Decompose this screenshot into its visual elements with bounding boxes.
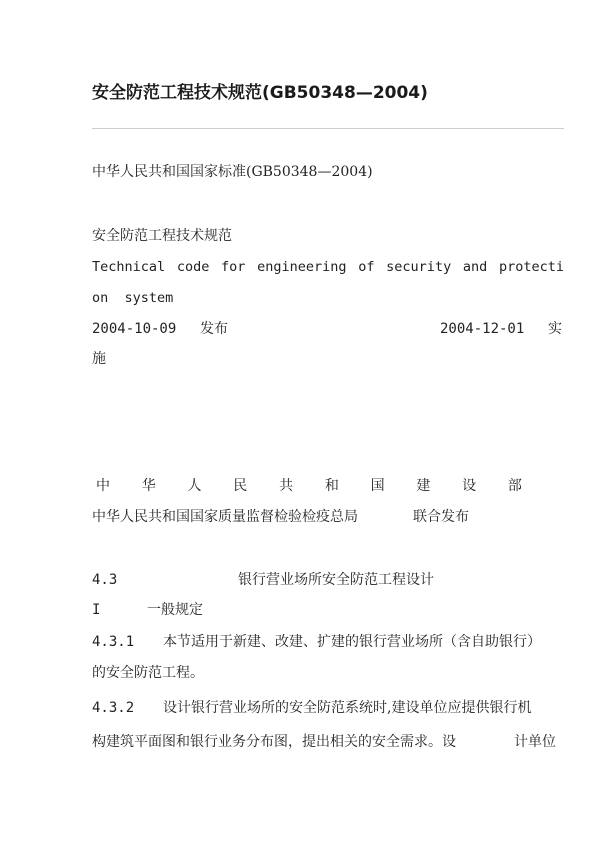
ministry-line	[92, 475, 564, 497]
en-word: for	[221, 259, 246, 275]
authority-name: 中华人民共和国国家质量监督检验检疫总局	[92, 509, 358, 525]
implementation-label-1: 实	[548, 321, 562, 337]
title-divider	[92, 128, 564, 129]
en-word: protecti	[498, 259, 564, 275]
en-word: engineering	[257, 259, 347, 275]
section-title: 银行营业场所安全防范工程设计	[238, 572, 434, 588]
en-word: Technical	[92, 259, 166, 275]
ministry-char: 人	[187, 478, 202, 494]
clause-4-3-2-text-cont: 构建筑平面图和银行业务分布图，提出相关的安全需求。设	[92, 734, 456, 750]
ministry-char: 国	[370, 478, 385, 494]
publish-label: 发布	[200, 321, 228, 337]
chinese-name: 安全防范工程技术规范	[92, 228, 232, 244]
ministry-char: 华	[141, 478, 156, 494]
section-number: 4.3	[92, 572, 118, 588]
clause-4-3-1-number: 4.3.1	[92, 634, 135, 650]
standard-line: 中华人民共和国国家标准(GB50348—2004)	[92, 164, 373, 180]
en-word: and	[462, 259, 488, 275]
implementation-label-2: 施	[92, 351, 106, 367]
en-word: of	[358, 259, 375, 275]
ministry-char: 共	[279, 478, 294, 494]
en-word: code	[176, 259, 210, 275]
document-title: 安全防范工程技术规范(GB50348—2004)	[92, 83, 428, 103]
implementation-date: 2004-12-01	[440, 321, 525, 337]
clause-4-3-1-text: 本节适用于新建、改建、扩建的银行营业场所（含自助银行）	[163, 634, 541, 650]
subsection-number: I	[92, 602, 101, 618]
subsection-title: 一般规定	[147, 602, 203, 618]
ministry-char: 民	[233, 478, 248, 494]
clause-4-3-1-text-cont: 的安全防范工程。	[92, 665, 204, 681]
ministry-char: 设	[462, 478, 477, 494]
english-name-line-1	[92, 256, 564, 278]
ministry-char: 中	[96, 478, 110, 494]
ministry-char: 部	[507, 478, 522, 494]
clause-4-3-2-text: 设计银行营业场所的安全防范系统时,建设单位应提供银行机	[163, 700, 532, 716]
en-word: security	[386, 259, 452, 275]
english-name-line-2: on system	[92, 290, 174, 306]
publish-date: 2004-10-09	[92, 321, 177, 337]
joint-publish-label: 联合发布	[413, 509, 469, 525]
ministry-char: 建	[416, 478, 431, 494]
clause-4-3-2-text-cont-end: 计单位	[514, 734, 556, 750]
ministry-char: 和	[324, 478, 339, 494]
clause-4-3-2-number: 4.3.2	[92, 700, 135, 716]
